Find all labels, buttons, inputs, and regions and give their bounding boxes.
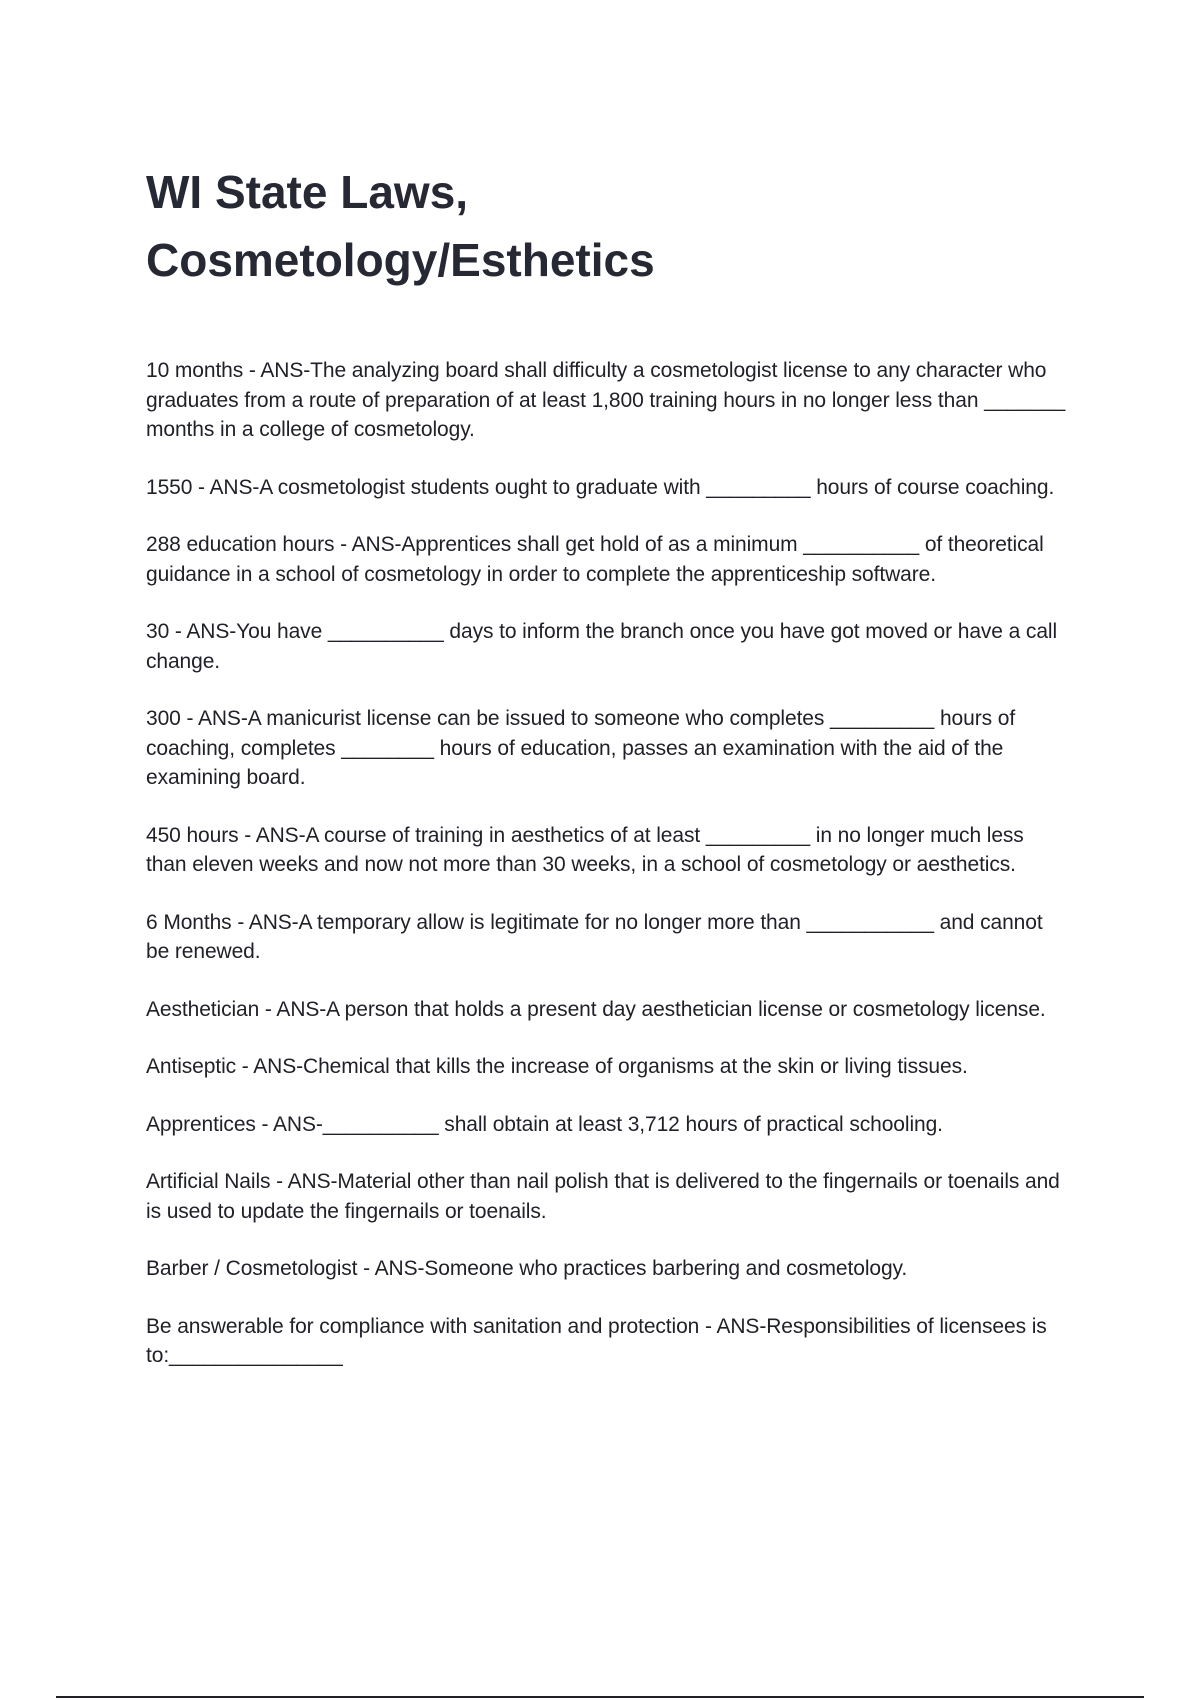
- flashcard-entry: Be answerable for compliance with sanitation and protection - ANS-Responsibilities of licensees is to:_______________: [146, 1314, 1047, 1367]
- flashcard-entry: Antiseptic - ANS-Chemical that kills the increase of organisms at the skin or living tissues.: [146, 1055, 968, 1078]
- flashcard-entry: 300 - ANS-A manicurist license can be issued to someone who completes _________ hours of coaching, completes ________ hours of education, passes an examination with the aid of the examining board.: [146, 707, 1016, 789]
- flashcard-entry: Apprentices - ANS-__________ shall obtain at least 3,712 hours of practical schooling.: [146, 1112, 943, 1136]
- title-line-1: WI State Laws,: [146, 166, 469, 218]
- page-title: [146, 158, 1046, 294]
- flashcard-entry: Artificial Nails - ANS-Material other than nail polish that is delivered to the fingernails or toenails and is used to update the fingernails or toenails.: [146, 1170, 1060, 1223]
- title-line-2: Cosmetology/Esthetics: [146, 234, 655, 286]
- flashcard-entry: 6 Months - ANS-A temporary allow is legitimate for no longer more than ___________ and cannot be renewed.: [146, 910, 1043, 963]
- flashcard-entry: Aesthetician - ANS-A person that holds a present day aesthetician license or cosmetology license.: [146, 997, 1046, 1021]
- flashcard-entry: 450 hours - ANS-A course of training in aesthetics of at least _________ in no longer much less than eleven weeks and now not more than 30 weeks, in a school of cosmetology or aesthetics.: [146, 823, 1024, 876]
- flashcard-entry: 1550 - ANS-A cosmetologist students ought to graduate with _________ hours of course coaching.: [146, 475, 1055, 499]
- flashcard-list: [146, 356, 1066, 1399]
- flashcard-entry: 10 months - ANS-The analyzing board shall difficulty a cosmetologist license to any character who graduates from a route of preparation of at least 1,800 training hours in no longer less than _______ months in a college of cosmetology.: [146, 359, 1066, 441]
- footer-divider: [56, 1696, 1144, 1698]
- flashcard-entry: Barber / Cosmetologist - ANS-Someone who practices barbering and cosmetology.: [146, 1257, 908, 1280]
- flashcard-entry: 288 education hours - ANS-Apprentices shall get hold of as a minimum __________ of theoretical guidance in a school of cosmetology in order to complete the apprenticeship software.: [146, 533, 1044, 586]
- flashcard-entry: 30 - ANS-You have __________ days to inform the branch once you have got moved or have a call change.: [146, 620, 1058, 673]
